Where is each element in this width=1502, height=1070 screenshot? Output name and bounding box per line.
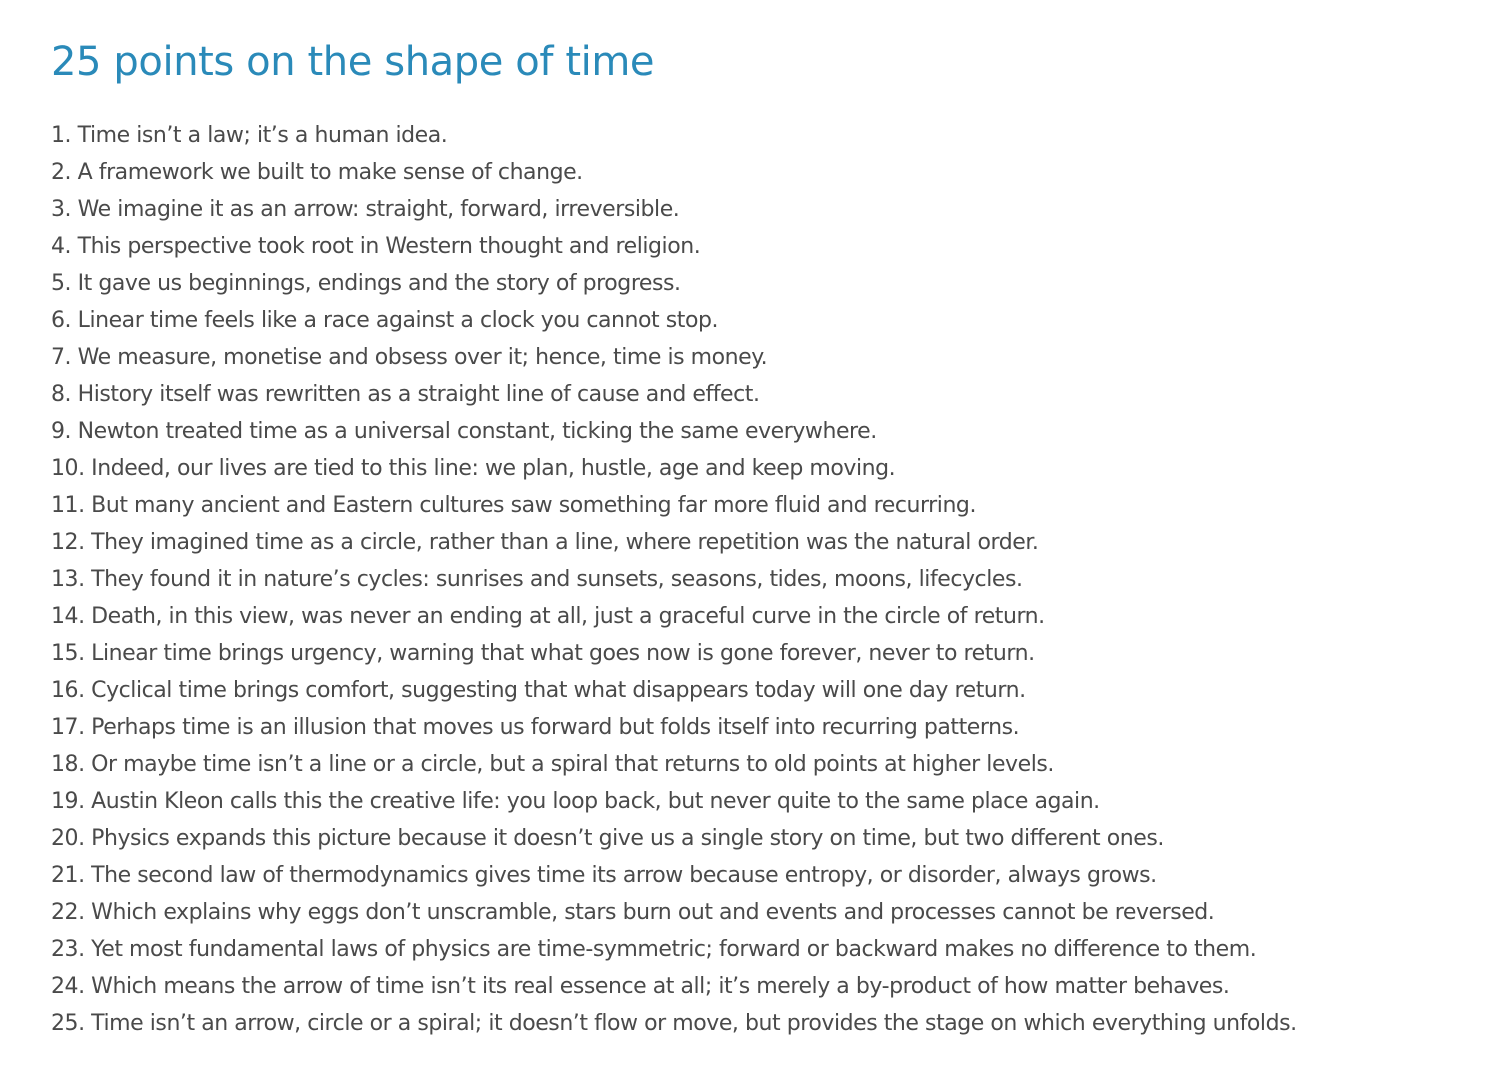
list-item: 16. Cyclical time brings comfort, suggesting that what disappears today will one day return. [51, 678, 1026, 703]
list-item: 7. We measure, monetise and obsess over it; hence, time is money. [51, 345, 768, 370]
list-item: 9. Newton treated time as a universal constant, ticking the same everywhere. [51, 419, 877, 444]
list-item: 20. Physics expands this picture because it doesn’t give us a single story on time, but two different ones. [51, 826, 1164, 851]
list-item: 21. The second law of thermodynamics gives time its arrow because entropy, or disorder, always grows. [51, 863, 1157, 888]
list-item: 13. They found it in nature’s cycles: sunrises and sunsets, seasons, tides, moons, lifecycles. [51, 567, 1023, 592]
list-item: 3. We imagine it as an arrow: straight, forward, irreversible. [51, 197, 680, 222]
list-item: 4. This perspective took root in Western thought and religion. [51, 234, 701, 259]
list-item: 12. They imagined time as a circle, rather than a line, where repetition was the natural order. [51, 530, 1039, 555]
list-item: 19. Austin Kleon calls this the creative life: you loop back, but never quite to the same place again. [51, 789, 1100, 814]
list-item: 6. Linear time feels like a race against a clock you cannot stop. [51, 308, 719, 333]
page-title: 25 points on the shape of time [51, 39, 655, 85]
list-item: 15. Linear time brings urgency, warning that what goes now is gone forever, never to return. [51, 641, 1035, 666]
list-item: 2. A framework we built to make sense of change. [51, 160, 583, 185]
points-list [51, 117, 1491, 1042]
list-item: 18. Or maybe time isn’t a line or a circle, but a spiral that returns to old points at higher levels. [51, 752, 1054, 777]
list-item: 11. But many ancient and Eastern cultures saw something far more fluid and recurring. [51, 493, 976, 518]
list-item: 24. Which means the arrow of time isn’t its real essence at all; it’s merely a by-product of how matter behaves. [51, 974, 1230, 999]
list-item: 8. History itself was rewritten as a straight line of cause and effect. [51, 382, 760, 407]
list-item: 23. Yet most fundamental laws of physics are time-symmetric; forward or backward makes no difference to them. [51, 937, 1257, 962]
list-item: 22. Which explains why eggs don’t unscramble, stars burn out and events and processes cannot be reversed. [51, 900, 1215, 925]
list-item: 10. Indeed, our lives are tied to this line: we plan, hustle, age and keep moving. [51, 456, 896, 481]
list-item: 14. Death, in this view, was never an ending at all, just a graceful curve in the circle of return. [51, 604, 1045, 629]
list-item: 25. Time isn’t an arrow, circle or a spiral; it doesn’t flow or move, but provides the stage on which everything unfolds. [51, 1011, 1297, 1036]
list-item: 1. Time isn’t a law; it’s a human idea. [51, 123, 448, 148]
list-item: 5. It gave us beginnings, endings and the story of progress. [51, 271, 681, 296]
article [51, 34, 1491, 1042]
list-item: 17. Perhaps time is an illusion that moves us forward but folds itself into recurring patterns. [51, 715, 1020, 740]
